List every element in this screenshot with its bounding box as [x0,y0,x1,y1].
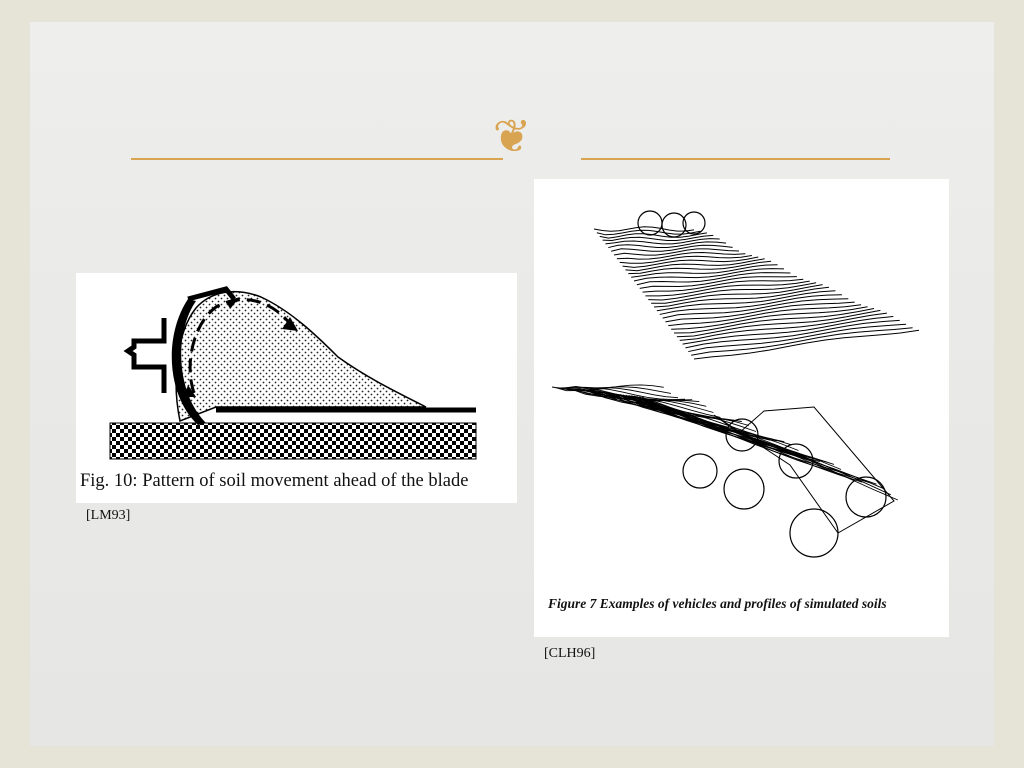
upper-soil-profile [594,227,919,359]
reference-label: [LM93] [86,508,131,523]
soil-pile [176,292,426,421]
header-divider-right [581,158,890,160]
figure-soil-blade [76,273,517,503]
figure-caption-text: Examples of vehicles and profiles of simulated soils [596,596,887,611]
upper-wheels [638,211,705,237]
blade-arm [128,318,164,393]
slide [30,22,994,746]
ornament-glyph: ❦ [492,109,532,163]
figure-vehicle-soil [534,179,949,637]
ornament-icon [474,106,550,166]
ground-layer [110,423,476,459]
header-divider-left [131,158,503,160]
soil-blade-illustration [76,273,517,468]
figure-caption [548,595,900,613]
figure-caption: Fig. 10: Pattern of soil movement ahead of the blade [80,471,469,491]
reference-label: [CLH96] [544,646,596,661]
figure-caption-label: Figure 7 [548,596,597,611]
soil-profiles-illustration [534,179,949,589]
